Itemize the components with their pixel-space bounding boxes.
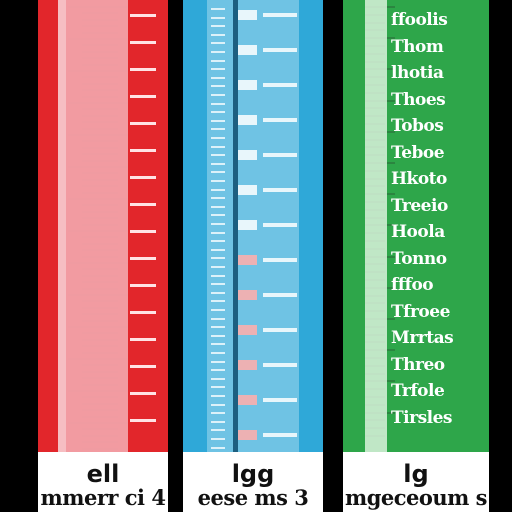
- blue-caption-top: lgg: [231, 460, 275, 488]
- green-scale-label: Treeio: [391, 195, 448, 216]
- green-thermometer-panel: [343, 0, 489, 512]
- red-right-tick: [130, 284, 156, 287]
- red-right-tick: [130, 203, 156, 206]
- green-scale-label: Trfole: [391, 381, 445, 401]
- red-right-tick: [130, 14, 156, 17]
- green-ruler-scale: [343, 0, 489, 464]
- blue-caption-bottom: eese ms 3: [197, 485, 309, 510]
- green-caption-bottom: mgeceoum s: [344, 485, 488, 510]
- red-right-tick: [130, 257, 156, 260]
- red-right-tick: [130, 149, 156, 152]
- red-ruler-scale: [38, 0, 168, 464]
- red-right-tick: [130, 392, 156, 395]
- green-scale-label: Thoes: [391, 89, 446, 110]
- green-scale-label: fffoo: [391, 275, 434, 295]
- green-caption: [343, 452, 489, 512]
- blue-ruler-strip: [207, 0, 299, 460]
- green-scale-label: lhotia: [391, 63, 444, 83]
- green-scale-label: Thom: [391, 36, 444, 57]
- green-scale-label: Threo: [391, 354, 445, 375]
- red-ruler-sheen: [58, 0, 66, 464]
- red-right-tick: [130, 95, 156, 98]
- red-right-tick: [130, 365, 156, 368]
- green-ruler-strip: [365, 0, 387, 460]
- red-caption: [38, 452, 168, 512]
- blue-thermometer-panel: [183, 0, 323, 512]
- red-thermometer-panel: [38, 0, 168, 512]
- blue-caption: [183, 452, 323, 512]
- red-right-tick: [130, 230, 156, 233]
- blue-ruler-scale: [183, 0, 323, 464]
- green-scale-label: Mrrtas: [391, 328, 454, 348]
- red-ruler-strip: [58, 0, 128, 460]
- green-caption-top: lg: [403, 460, 429, 488]
- green-scale-label: Tobos: [391, 116, 444, 136]
- green-scale-label: ffoolis: [391, 10, 448, 30]
- green-scale-label: Hkoto: [391, 169, 447, 189]
- red-right-tick: [130, 338, 156, 341]
- red-right-tick: [130, 176, 156, 179]
- red-right-tick: [130, 68, 156, 71]
- green-scale-label: Tfroee: [391, 301, 450, 322]
- red-caption-bottom: mmerr ci 4: [40, 485, 166, 510]
- blue-center-bar: [233, 0, 238, 454]
- red-right-tick: [130, 311, 156, 314]
- red-right-tick: [130, 41, 156, 44]
- red-caption-top: ell: [86, 460, 120, 488]
- green-scale-label: Tonno: [391, 248, 447, 269]
- green-scale-label: Teboe: [391, 142, 445, 163]
- red-right-tick: [130, 122, 156, 125]
- green-scale-label: Tirsles: [391, 407, 452, 428]
- green-scale-label: Hoola: [391, 222, 445, 242]
- red-right-tick: [130, 419, 156, 422]
